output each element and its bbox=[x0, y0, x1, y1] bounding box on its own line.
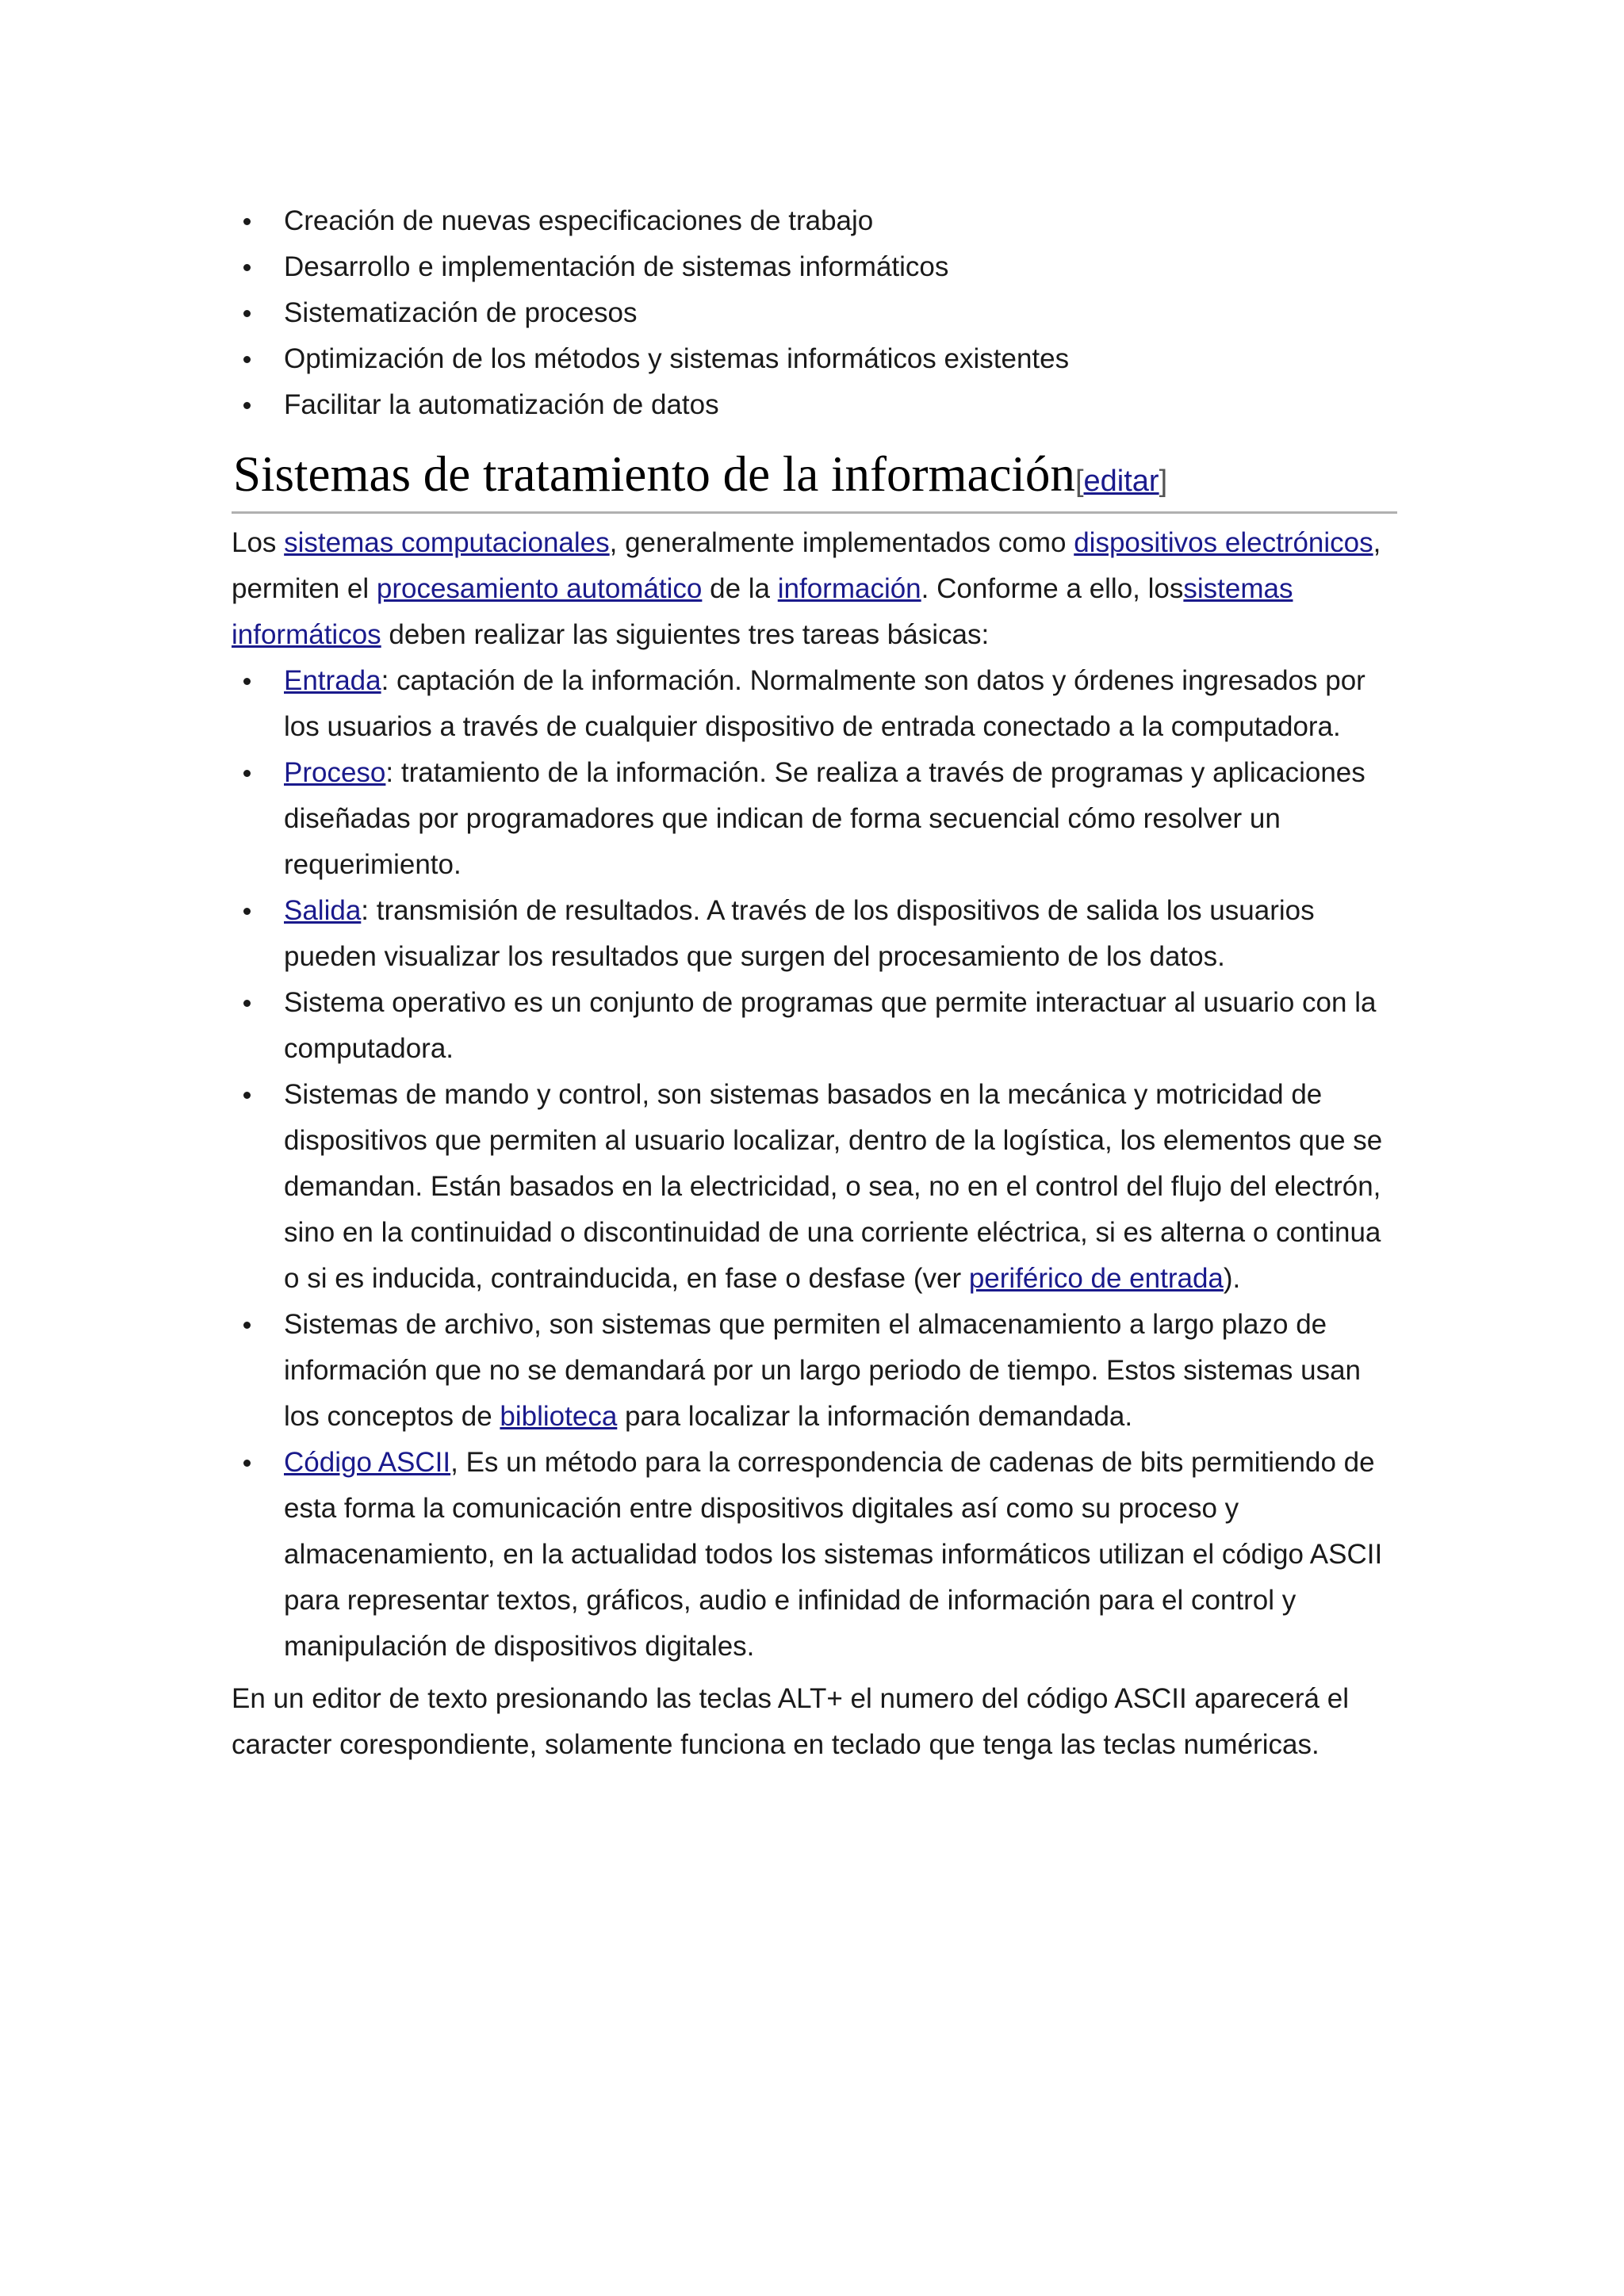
task-text: : transmisión de resultados. A través de los dispositivos de salida los usuarios pueden visualizar los resultados que surgen del procesamiento de los datos. bbox=[284, 895, 1315, 972]
systems-list-c bbox=[232, 1440, 1397, 1670]
link-salida[interactable]: Salida bbox=[284, 895, 362, 926]
systems-list-a bbox=[232, 980, 1397, 1302]
link-codigo-ascii[interactable]: Código ASCII bbox=[284, 1447, 451, 1478]
section-title: Sistemas de tratamiento de la información bbox=[233, 446, 1075, 502]
edit-bracket-open: [ bbox=[1074, 465, 1084, 498]
task-text: : tratamiento de la información. Se realiza a través de programas y aplicaciones diseñadas por programadores que indican de forma secuencial cómo resolver un requerimiento. bbox=[284, 757, 1365, 880]
intro-text: . Conforme a ello, los bbox=[921, 573, 1184, 604]
closing-paragraph: En un editor de texto presionando las teclas ALT+ el numero del código ASCII aparecerá el caracter corespondiente, solamente funciona en teclado que tenga las teclas numéricas. bbox=[232, 1683, 1349, 1760]
list-item: Creación de nuevas especificaciones de trabajo bbox=[232, 198, 1397, 244]
tasks-list bbox=[232, 658, 1397, 980]
list-item-mando-control bbox=[232, 1072, 1397, 1302]
list-item-sistema-operativo: Sistema operativo es un conjunto de programas que permite interactuar al usuario con la computadora. bbox=[232, 980, 1397, 1072]
control-text: Sistemas de mando y control, son sistemas basados en la mecánica y motricidad de dispositivos que permiten al usuario localizar, dentro de la logística, los elementos que se demandan. Están basados en la electricidad, o sea, no en el control del flujo del electrón, sino en la continuidad o discontinuidad de una corriente eléctrica, si es alterna o continua o si es inducida, contrainducida, en fase o desfase (ver bbox=[284, 1079, 1383, 1294]
edit-bracket-close: ] bbox=[1159, 465, 1168, 498]
archive-end: para localizar la información demandada. bbox=[617, 1401, 1133, 1432]
document-page bbox=[232, 198, 1397, 1768]
systems-list-b bbox=[232, 1302, 1397, 1440]
ascii-text: , Es un método para la correspondencia de cadenas de bits permitiendo de esta forma la comunicación entre dispositivos digitales así como su proceso y almacenamiento, en la actualidad todos los sistemas informáticos utilizan el código ASCII para representar textos, gráficos, audio e infinidad de información para el control y manipulación de dispositivos digitales. bbox=[284, 1447, 1383, 1662]
link-informacion[interactable]: información bbox=[777, 573, 921, 604]
list-item: Desarrollo e implementación de sistemas informáticos bbox=[232, 244, 1397, 290]
link-dispositivos-electronicos[interactable]: dispositivos electrónicos bbox=[1074, 527, 1373, 558]
intro-paragraph bbox=[232, 520, 1397, 658]
intro-text: de la bbox=[702, 573, 778, 604]
control-end: ). bbox=[1223, 1263, 1241, 1294]
link-procesamiento-automatico[interactable]: procesamiento automático bbox=[376, 573, 703, 604]
link-sistemas-informaticos[interactable]: sistemas informáticos bbox=[232, 573, 1293, 650]
list-item-salida bbox=[232, 888, 1397, 980]
link-sistemas-computacionales[interactable]: sistemas computacionales bbox=[284, 527, 610, 558]
objectives-list bbox=[232, 198, 1397, 428]
intro-text: Los bbox=[232, 527, 285, 558]
intro-text: deben realizar las siguientes tres tareas básicas: bbox=[381, 619, 990, 650]
list-item-ascii bbox=[232, 1440, 1397, 1670]
edit-link[interactable]: editar bbox=[1083, 465, 1159, 498]
list-item-proceso bbox=[232, 750, 1397, 888]
list-item: Facilitar la automatización de datos bbox=[232, 382, 1397, 428]
list-item-archivo bbox=[232, 1302, 1397, 1440]
link-proceso[interactable]: Proceso bbox=[284, 757, 386, 788]
section-heading bbox=[232, 446, 1397, 514]
link-biblioteca[interactable]: biblioteca bbox=[500, 1401, 618, 1432]
intro-text: , generalmente implementados como bbox=[609, 527, 1074, 558]
list-item-entrada bbox=[232, 658, 1397, 750]
list-item: Sistematización de procesos bbox=[232, 290, 1397, 336]
list-item: Optimización de los métodos y sistemas informáticos existentes bbox=[232, 336, 1397, 382]
archive-text: Sistemas de archivo, son sistemas que permiten el almacenamiento a largo plazo de información que no se demandará por un largo periodo de tiempo. Estos sistemas usan los conceptos de bbox=[284, 1309, 1362, 1432]
link-entrada[interactable]: Entrada bbox=[284, 665, 381, 696]
task-text: : captación de la información. Normalmente son datos y órdenes ingresados por los usuarios a través de cualquier dispositivo de entrada conectado a la computadora. bbox=[284, 665, 1365, 742]
intro-text: , permiten el bbox=[232, 527, 1381, 604]
link-periferico-de-entrada[interactable]: periférico de entrada bbox=[968, 1263, 1224, 1294]
